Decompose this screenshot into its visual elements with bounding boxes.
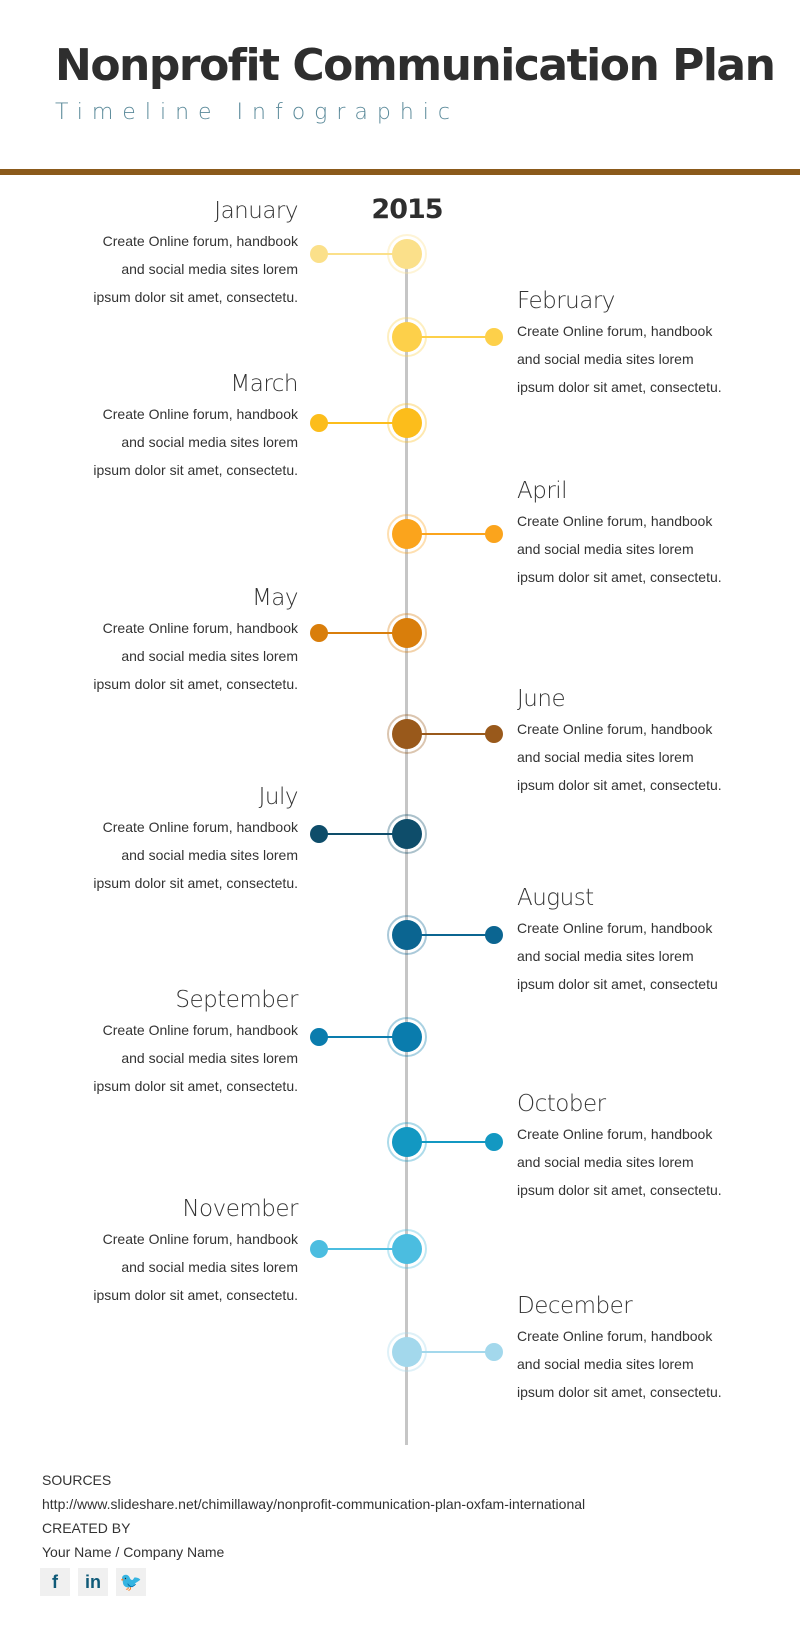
- timeline-year: 2015: [371, 194, 443, 225]
- month-name: August: [517, 885, 594, 911]
- social-links: [40, 1568, 146, 1596]
- month-description-line: Create Online forum, handbook: [102, 233, 298, 249]
- month-entry: [78, 1195, 298, 1309]
- timeline-node: [392, 719, 422, 749]
- sources-label: SOURCES: [42, 1472, 112, 1488]
- month-description-line: ipsum dolor sit amet, consectetu.: [93, 1287, 298, 1303]
- sources-link[interactable]: http://www.slideshare.net/chimillaway/nonprofit-communication-plan-oxfam-international: [42, 1496, 586, 1512]
- timeline-dot: [310, 245, 328, 263]
- timeline-node: [392, 1234, 422, 1264]
- month-description-line: Create Online forum, handbook: [102, 1231, 298, 1247]
- twitter-icon[interactable]: 🐦: [116, 1568, 146, 1596]
- month-description-line: ipsum dolor sit amet, consectetu.: [93, 289, 298, 305]
- month-entry: [78, 370, 298, 484]
- month-description-line: Create Online forum, handbook: [517, 721, 713, 737]
- footer: [42, 1468, 585, 1564]
- created-by-name: Your Name / Company Name: [42, 1544, 225, 1560]
- month-name: November: [182, 1196, 298, 1222]
- timeline-dot: [310, 1028, 328, 1046]
- month-description-line: Create Online forum, handbook: [102, 406, 298, 422]
- month-description-line: Create Online forum, handbook: [517, 1126, 713, 1142]
- facebook-icon[interactable]: f: [40, 1568, 70, 1596]
- month-name: January: [214, 198, 298, 224]
- month-entry: [517, 1090, 737, 1204]
- month-description-line: and social media sites lorem: [121, 1259, 298, 1275]
- page-title: Nonprofit Communication Plan: [55, 40, 775, 91]
- timeline-dot: [310, 825, 328, 843]
- month-entry: [78, 197, 298, 311]
- month-entry: [517, 884, 737, 998]
- month-name: December: [517, 1293, 633, 1319]
- timeline-dot: [310, 1240, 328, 1258]
- month-description-line: ipsum dolor sit amet, consectetu.: [93, 1078, 298, 1094]
- month-entry: [78, 986, 298, 1100]
- timeline-dot: [485, 725, 503, 743]
- month-description-line: and social media sites lorem: [121, 261, 298, 277]
- month-description-line: and social media sites lorem: [121, 648, 298, 664]
- timeline-node: [392, 1022, 422, 1052]
- month-description-line: and social media sites lorem: [121, 434, 298, 450]
- month-description-line: Create Online forum, handbook: [517, 1328, 713, 1344]
- month-entry: [78, 584, 298, 698]
- timeline-node: [392, 920, 422, 950]
- timeline-node: [392, 239, 422, 269]
- linkedin-icon[interactable]: in: [78, 1568, 108, 1596]
- month-description-line: and social media sites lorem: [517, 1356, 694, 1372]
- timeline-node: [392, 322, 422, 352]
- month-description-line: ipsum dolor sit amet, consectetu.: [517, 569, 722, 585]
- month-description-line: Create Online forum, handbook: [517, 513, 713, 529]
- month-description-line: and social media sites lorem: [517, 541, 694, 557]
- month-description-line: ipsum dolor sit amet, consectetu.: [93, 462, 298, 478]
- month-description-line: Create Online forum, handbook: [102, 620, 298, 636]
- timeline-dot: [485, 1343, 503, 1361]
- month-name: October: [517, 1091, 606, 1117]
- month-entry: [517, 1292, 737, 1406]
- month-name: September: [175, 987, 298, 1013]
- timeline-dot: [485, 926, 503, 944]
- month-entry: [78, 783, 298, 897]
- timeline-node: [392, 618, 422, 648]
- month-name: May: [251, 585, 298, 611]
- month-description-line: and social media sites lorem: [517, 948, 694, 964]
- month-entry: [517, 685, 737, 799]
- month-description-line: Create Online forum, handbook: [102, 819, 298, 835]
- timeline-node: [392, 819, 422, 849]
- timeline-dot: [485, 1133, 503, 1151]
- timeline-node: [392, 519, 422, 549]
- month-description-line: ipsum dolor sit amet, consectetu.: [517, 777, 722, 793]
- header-divider: [0, 169, 800, 175]
- page-subtitle: Timeline Infographic: [55, 100, 460, 125]
- timeline-dot: [485, 328, 503, 346]
- month-entry: [517, 477, 737, 591]
- month-description-line: ipsum dolor sit amet, consectetu.: [93, 676, 298, 692]
- month-description-line: and social media sites lorem: [121, 847, 298, 863]
- timeline-node: [392, 1127, 422, 1157]
- created-by-label: CREATED BY: [42, 1520, 131, 1536]
- month-name: February: [517, 288, 615, 314]
- month-name: June: [517, 686, 566, 712]
- month-description-line: Create Online forum, handbook: [517, 920, 713, 936]
- month-name: March: [230, 371, 298, 397]
- timeline-dot: [310, 624, 328, 642]
- month-description-line: ipsum dolor sit amet, consectetu.: [517, 379, 722, 395]
- month-description-line: and social media sites lorem: [517, 351, 694, 367]
- timeline-node: [392, 1337, 422, 1367]
- month-description-line: Create Online forum, handbook: [102, 1022, 298, 1038]
- month-entry: [517, 287, 737, 401]
- month-description-line: and social media sites lorem: [517, 749, 694, 765]
- month-name: July: [258, 784, 298, 810]
- timeline-node: [392, 408, 422, 438]
- month-description-line: ipsum dolor sit amet, consectetu.: [93, 875, 298, 891]
- month-description-line: ipsum dolor sit amet, consectetu: [517, 976, 718, 992]
- month-description-line: Create Online forum, handbook: [517, 323, 713, 339]
- timeline-dot: [310, 414, 328, 432]
- month-name: April: [517, 478, 568, 504]
- month-description-line: ipsum dolor sit amet, consectetu.: [517, 1384, 722, 1400]
- month-description-line: and social media sites lorem: [121, 1050, 298, 1066]
- month-description-line: and social media sites lorem: [517, 1154, 694, 1170]
- timeline-dot: [485, 525, 503, 543]
- month-description-line: ipsum dolor sit amet, consectetu.: [517, 1182, 722, 1198]
